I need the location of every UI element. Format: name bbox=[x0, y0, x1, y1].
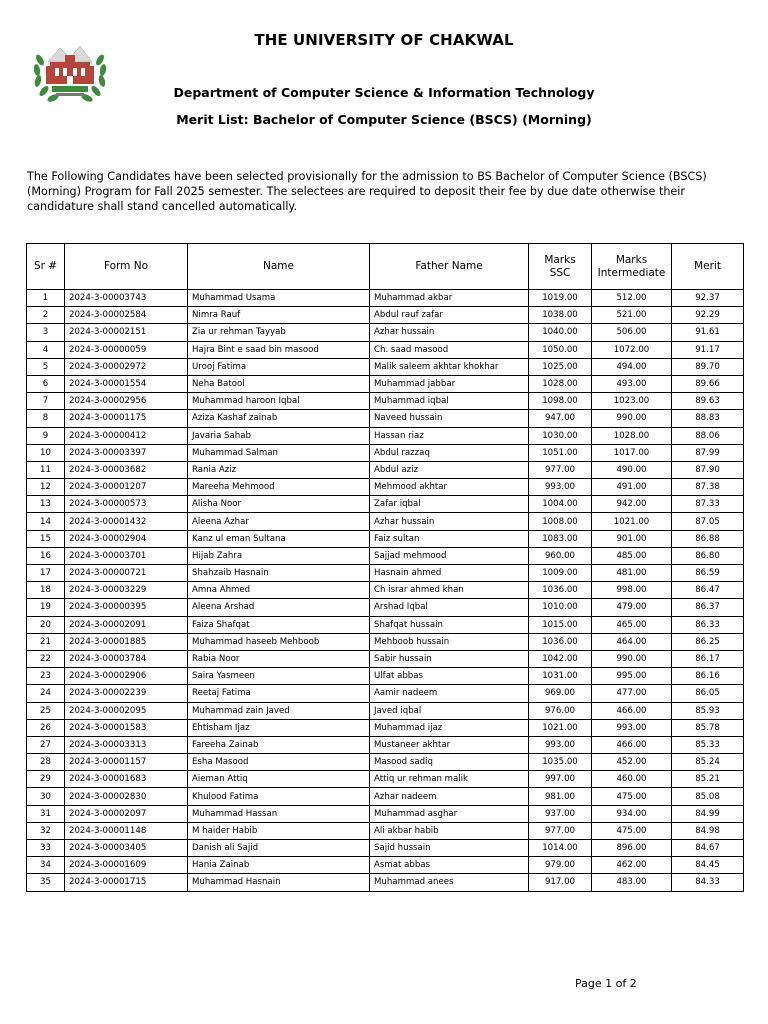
cell-form-no: 2024-3-00003701 bbox=[65, 547, 188, 564]
cell-sr: 5 bbox=[27, 358, 65, 375]
table-row bbox=[27, 341, 744, 358]
cell-father-name: Azhar hussain bbox=[370, 324, 529, 341]
cell-father-name: Asmat abbas bbox=[370, 857, 529, 874]
cell-father-name: Ali akbar habib bbox=[370, 822, 529, 839]
table-row bbox=[27, 702, 744, 719]
cell-sr: 12 bbox=[27, 479, 65, 496]
cell-marks-intermediate: 901.00 bbox=[592, 530, 672, 547]
cell-form-no: 2024-3-00001157 bbox=[65, 754, 188, 771]
cell-marks-ssc: 993.00 bbox=[529, 736, 592, 753]
cell-father-name: Sajjad mehmood bbox=[370, 547, 529, 564]
cell-merit: 84.33 bbox=[672, 874, 744, 891]
table-row bbox=[27, 358, 744, 375]
cell-sr: 2 bbox=[27, 307, 65, 324]
cell-marks-intermediate: 481.00 bbox=[592, 565, 672, 582]
cell-marks-ssc: 1038.00 bbox=[529, 307, 592, 324]
cell-name: Kanz ul eman Sultana bbox=[188, 530, 370, 547]
cell-sr: 17 bbox=[27, 565, 65, 582]
cell-merit: 86.25 bbox=[672, 633, 744, 650]
cell-marks-ssc: 1015.00 bbox=[529, 616, 592, 633]
cell-father-name: Masood sadiq bbox=[370, 754, 529, 771]
table-row bbox=[27, 650, 744, 667]
cell-marks-intermediate: 1072.00 bbox=[592, 341, 672, 358]
cell-form-no: 2024-3-00001715 bbox=[65, 874, 188, 891]
cell-form-no: 2024-3-00001609 bbox=[65, 857, 188, 874]
cell-merit: 85.93 bbox=[672, 702, 744, 719]
cell-merit: 87.33 bbox=[672, 496, 744, 513]
cell-sr: 29 bbox=[27, 771, 65, 788]
cell-sr: 26 bbox=[27, 719, 65, 736]
cell-marks-intermediate: 475.00 bbox=[592, 822, 672, 839]
header-name: Name bbox=[188, 244, 370, 290]
cell-father-name: Mehmood akhtar bbox=[370, 479, 529, 496]
cell-father-name: Sabir hussain bbox=[370, 650, 529, 667]
cell-name: Aziza Kashaf zainab bbox=[188, 410, 370, 427]
cell-sr: 13 bbox=[27, 496, 65, 513]
cell-marks-ssc: 977.00 bbox=[529, 461, 592, 478]
table-row bbox=[27, 668, 744, 685]
cell-marks-ssc: 937.00 bbox=[529, 805, 592, 822]
cell-sr: 6 bbox=[27, 375, 65, 392]
cell-marks-intermediate: 896.00 bbox=[592, 840, 672, 857]
cell-form-no: 2024-3-00003682 bbox=[65, 461, 188, 478]
cell-merit: 87.38 bbox=[672, 479, 744, 496]
cell-marks-intermediate: 493.00 bbox=[592, 375, 672, 392]
cell-father-name: Naveed hussain bbox=[370, 410, 529, 427]
cell-marks-intermediate: 1023.00 bbox=[592, 393, 672, 410]
cell-name: Alisha Noor bbox=[188, 496, 370, 513]
cell-form-no: 2024-3-00000721 bbox=[65, 565, 188, 582]
header-marks-intermediate: Marks Intermediate bbox=[592, 244, 672, 290]
cell-name: Muhammad Hassan bbox=[188, 805, 370, 822]
cell-marks-ssc: 1019.00 bbox=[529, 290, 592, 307]
cell-merit: 86.59 bbox=[672, 565, 744, 582]
cell-marks-ssc: 1040.00 bbox=[529, 324, 592, 341]
cell-merit: 88.83 bbox=[672, 410, 744, 427]
cell-father-name: Shafqat hussain bbox=[370, 616, 529, 633]
table-row bbox=[27, 530, 744, 547]
cell-marks-intermediate: 483.00 bbox=[592, 874, 672, 891]
cell-marks-ssc: 979.00 bbox=[529, 857, 592, 874]
cell-marks-intermediate: 998.00 bbox=[592, 582, 672, 599]
cell-form-no: 2024-3-00001432 bbox=[65, 513, 188, 530]
table-row bbox=[27, 290, 744, 307]
cell-sr: 23 bbox=[27, 668, 65, 685]
cell-name: Faiza Shafqat bbox=[188, 616, 370, 633]
cell-name: Saira Yasmeen bbox=[188, 668, 370, 685]
cell-sr: 34 bbox=[27, 857, 65, 874]
cell-marks-ssc: 977.00 bbox=[529, 822, 592, 839]
cell-marks-intermediate: 452.00 bbox=[592, 754, 672, 771]
cell-sr: 9 bbox=[27, 427, 65, 444]
cell-name: Mareeha Mehmood bbox=[188, 479, 370, 496]
cell-father-name: Azhar hussain bbox=[370, 513, 529, 530]
table-row bbox=[27, 547, 744, 564]
cell-form-no: 2024-3-00002906 bbox=[65, 668, 188, 685]
cell-merit: 84.45 bbox=[672, 857, 744, 874]
table-row bbox=[27, 857, 744, 874]
cell-father-name: Muhammad iqbal bbox=[370, 393, 529, 410]
cell-marks-ssc: 981.00 bbox=[529, 788, 592, 805]
cell-merit: 87.05 bbox=[672, 513, 744, 530]
cell-name: Aleena Azhar bbox=[188, 513, 370, 530]
cell-name: Muhammad haroon Iqbal bbox=[188, 393, 370, 410]
cell-father-name: Muhammad asghar bbox=[370, 805, 529, 822]
cell-marks-ssc: 993.00 bbox=[529, 479, 592, 496]
cell-form-no: 2024-3-00003229 bbox=[65, 582, 188, 599]
cell-father-name: Muhammad akbar bbox=[370, 290, 529, 307]
cell-marks-intermediate: 490.00 bbox=[592, 461, 672, 478]
table-row bbox=[27, 822, 744, 839]
table-row bbox=[27, 461, 744, 478]
cell-merit: 86.80 bbox=[672, 547, 744, 564]
cell-sr: 11 bbox=[27, 461, 65, 478]
cell-merit: 84.98 bbox=[672, 822, 744, 839]
cell-name: Shahzaib Hasnain bbox=[188, 565, 370, 582]
cell-marks-intermediate: 942.00 bbox=[592, 496, 672, 513]
page-number: Page 1 of 2 bbox=[575, 977, 637, 990]
cell-marks-intermediate: 477.00 bbox=[592, 685, 672, 702]
cell-marks-ssc: 1050.00 bbox=[529, 341, 592, 358]
cell-father-name: Mustaneer akhtar bbox=[370, 736, 529, 753]
cell-marks-intermediate: 465.00 bbox=[592, 616, 672, 633]
cell-marks-intermediate: 993.00 bbox=[592, 719, 672, 736]
cell-marks-ssc: 1009.00 bbox=[529, 565, 592, 582]
cell-marks-intermediate: 1017.00 bbox=[592, 444, 672, 461]
table-body bbox=[27, 290, 744, 892]
cell-merit: 85.08 bbox=[672, 788, 744, 805]
cell-father-name: Muhammad jabbar bbox=[370, 375, 529, 392]
cell-form-no: 2024-3-00002904 bbox=[65, 530, 188, 547]
cell-form-no: 2024-3-00001207 bbox=[65, 479, 188, 496]
cell-marks-intermediate: 990.00 bbox=[592, 650, 672, 667]
cell-marks-ssc: 997.00 bbox=[529, 771, 592, 788]
cell-form-no: 2024-3-00001583 bbox=[65, 719, 188, 736]
cell-form-no: 2024-3-00003405 bbox=[65, 840, 188, 857]
table-row bbox=[27, 375, 744, 392]
cell-sr: 24 bbox=[27, 685, 65, 702]
cell-merit: 85.21 bbox=[672, 771, 744, 788]
cell-marks-ssc: 1025.00 bbox=[529, 358, 592, 375]
cell-name: Aleena Arshad bbox=[188, 599, 370, 616]
cell-father-name: Muhammad anees bbox=[370, 874, 529, 891]
merit-table bbox=[26, 243, 744, 892]
cell-name: Amna Ahmed bbox=[188, 582, 370, 599]
cell-marks-ssc: 1042.00 bbox=[529, 650, 592, 667]
cell-father-name: Muhammad ijaz bbox=[370, 719, 529, 736]
cell-form-no: 2024-3-00001885 bbox=[65, 633, 188, 650]
cell-marks-ssc: 1031.00 bbox=[529, 668, 592, 685]
cell-form-no: 2024-3-00002956 bbox=[65, 393, 188, 410]
cell-name: M haider Habib bbox=[188, 822, 370, 839]
cell-merit: 92.29 bbox=[672, 307, 744, 324]
cell-merit: 85.24 bbox=[672, 754, 744, 771]
table-row bbox=[27, 410, 744, 427]
cell-form-no: 2024-3-00002584 bbox=[65, 307, 188, 324]
table-row bbox=[27, 805, 744, 822]
cell-name: Javaria Sahab bbox=[188, 427, 370, 444]
cell-marks-intermediate: 466.00 bbox=[592, 736, 672, 753]
table-row bbox=[27, 685, 744, 702]
cell-sr: 15 bbox=[27, 530, 65, 547]
cell-sr: 7 bbox=[27, 393, 65, 410]
table-row bbox=[27, 427, 744, 444]
header-marks-ssc: Marks SSC bbox=[529, 244, 592, 290]
table-row bbox=[27, 633, 744, 650]
cell-sr: 32 bbox=[27, 822, 65, 839]
cell-form-no: 2024-3-00000573 bbox=[65, 496, 188, 513]
cell-merit: 88.06 bbox=[672, 427, 744, 444]
cell-form-no: 2024-3-00000412 bbox=[65, 427, 188, 444]
table-row bbox=[27, 736, 744, 753]
cell-merit: 84.99 bbox=[672, 805, 744, 822]
table-row bbox=[27, 307, 744, 324]
table-row bbox=[27, 754, 744, 771]
cell-father-name: Abdul rauf zafar bbox=[370, 307, 529, 324]
cell-merit: 86.88 bbox=[672, 530, 744, 547]
cell-merit: 87.99 bbox=[672, 444, 744, 461]
cell-merit: 87.90 bbox=[672, 461, 744, 478]
cell-sr: 31 bbox=[27, 805, 65, 822]
department-title: Department of Computer Science & Information Technology bbox=[173, 85, 595, 100]
table-row bbox=[27, 513, 744, 530]
table-row bbox=[27, 479, 744, 496]
cell-father-name: Ch. saad masood bbox=[370, 341, 529, 358]
cell-form-no: 2024-3-00001683 bbox=[65, 771, 188, 788]
cell-name: Esha Masood bbox=[188, 754, 370, 771]
header-father-name: Father Name bbox=[370, 244, 529, 290]
cell-sr: 20 bbox=[27, 616, 65, 633]
cell-marks-ssc: 1051.00 bbox=[529, 444, 592, 461]
cell-merit: 91.61 bbox=[672, 324, 744, 341]
table-row bbox=[27, 771, 744, 788]
cell-marks-ssc: 1008.00 bbox=[529, 513, 592, 530]
cell-sr: 28 bbox=[27, 754, 65, 771]
header-merit: Merit bbox=[672, 244, 744, 290]
cell-sr: 1 bbox=[27, 290, 65, 307]
cell-merit: 85.78 bbox=[672, 719, 744, 736]
cell-name: Hijab Zahra bbox=[188, 547, 370, 564]
cell-marks-ssc: 917.00 bbox=[529, 874, 592, 891]
cell-marks-ssc: 1098.00 bbox=[529, 393, 592, 410]
cell-sr: 16 bbox=[27, 547, 65, 564]
cell-name: Ehtisham Ijaz bbox=[188, 719, 370, 736]
cell-father-name: Abdul razzaq bbox=[370, 444, 529, 461]
table-row bbox=[27, 840, 744, 857]
cell-sr: 30 bbox=[27, 788, 65, 805]
cell-form-no: 2024-3-00003313 bbox=[65, 736, 188, 753]
table-row bbox=[27, 324, 744, 341]
cell-merit: 86.37 bbox=[672, 599, 744, 616]
cell-father-name: Faiz sultan bbox=[370, 530, 529, 547]
cell-father-name: Aamir nadeem bbox=[370, 685, 529, 702]
cell-marks-intermediate: 464.00 bbox=[592, 633, 672, 650]
cell-marks-ssc: 1036.00 bbox=[529, 582, 592, 599]
cell-father-name: Abdul aziz bbox=[370, 461, 529, 478]
cell-marks-ssc: 947.00 bbox=[529, 410, 592, 427]
cell-marks-intermediate: 462.00 bbox=[592, 857, 672, 874]
cell-name: Neha Batool bbox=[188, 375, 370, 392]
cell-name: Muhammad Usama bbox=[188, 290, 370, 307]
cell-sr: 33 bbox=[27, 840, 65, 857]
cell-form-no: 2024-3-00001148 bbox=[65, 822, 188, 839]
cell-merit: 86.16 bbox=[672, 668, 744, 685]
table-row bbox=[27, 874, 744, 891]
cell-form-no: 2024-3-00000395 bbox=[65, 599, 188, 616]
cell-name: Khulood Fatima bbox=[188, 788, 370, 805]
cell-marks-intermediate: 512.00 bbox=[592, 290, 672, 307]
cell-marks-ssc: 1004.00 bbox=[529, 496, 592, 513]
cell-marks-ssc: 960.00 bbox=[529, 547, 592, 564]
cell-form-no: 2024-3-00002239 bbox=[65, 685, 188, 702]
table-row bbox=[27, 444, 744, 461]
cell-merit: 92.37 bbox=[672, 290, 744, 307]
cell-merit: 89.70 bbox=[672, 358, 744, 375]
cell-merit: 86.47 bbox=[672, 582, 744, 599]
cell-marks-intermediate: 995.00 bbox=[592, 668, 672, 685]
cell-father-name: Zafar iqbal bbox=[370, 496, 529, 513]
table-row bbox=[27, 393, 744, 410]
cell-marks-ssc: 1028.00 bbox=[529, 375, 592, 392]
cell-name: Urooj Fatima bbox=[188, 358, 370, 375]
cell-merit: 84.67 bbox=[672, 840, 744, 857]
cell-sr: 27 bbox=[27, 736, 65, 753]
cell-marks-intermediate: 521.00 bbox=[592, 307, 672, 324]
cell-marks-intermediate: 460.00 bbox=[592, 771, 672, 788]
cell-merit: 85.33 bbox=[672, 736, 744, 753]
cell-name: Reetaj Fatima bbox=[188, 685, 370, 702]
cell-marks-intermediate: 491.00 bbox=[592, 479, 672, 496]
cell-name: Danish ali Sajid bbox=[188, 840, 370, 857]
cell-name: Muhammad zain Javed bbox=[188, 702, 370, 719]
cell-marks-intermediate: 934.00 bbox=[592, 805, 672, 822]
cell-marks-ssc: 976.00 bbox=[529, 702, 592, 719]
cell-merit: 86.33 bbox=[672, 616, 744, 633]
cell-sr: 10 bbox=[27, 444, 65, 461]
cell-marks-intermediate: 990.00 bbox=[592, 410, 672, 427]
cell-sr: 4 bbox=[27, 341, 65, 358]
cell-name: Nimra Rauf bbox=[188, 307, 370, 324]
cell-sr: 35 bbox=[27, 874, 65, 891]
table-row bbox=[27, 616, 744, 633]
cell-father-name: Attiq ur rehman malik bbox=[370, 771, 529, 788]
cell-sr: 19 bbox=[27, 599, 65, 616]
table-row bbox=[27, 599, 744, 616]
cell-form-no: 2024-3-00002091 bbox=[65, 616, 188, 633]
cell-form-no: 2024-3-00003743 bbox=[65, 290, 188, 307]
cell-name: Fareeha Zainab bbox=[188, 736, 370, 753]
cell-name: Rabia Noor bbox=[188, 650, 370, 667]
cell-sr: 18 bbox=[27, 582, 65, 599]
cell-sr: 21 bbox=[27, 633, 65, 650]
cell-father-name: Ulfat abbas bbox=[370, 668, 529, 685]
cell-form-no: 2024-3-00002095 bbox=[65, 702, 188, 719]
cell-father-name: Hassan riaz bbox=[370, 427, 529, 444]
table-header-row bbox=[27, 244, 744, 290]
cell-marks-ssc: 1021.00 bbox=[529, 719, 592, 736]
cell-name: Hania Zainab bbox=[188, 857, 370, 874]
cell-name: Muhammad Hasnain bbox=[188, 874, 370, 891]
cell-father-name: Javed iqbal bbox=[370, 702, 529, 719]
cell-name: Muhammad haseeb Mehboob bbox=[188, 633, 370, 650]
cell-father-name: Ch israr ahmed khan bbox=[370, 582, 529, 599]
cell-name: Hajra Bint e saad bin masood bbox=[188, 341, 370, 358]
cell-father-name: Hasnain ahmed bbox=[370, 565, 529, 582]
cell-merit: 89.63 bbox=[672, 393, 744, 410]
table-row bbox=[27, 788, 744, 805]
cell-merit: 86.17 bbox=[672, 650, 744, 667]
header-form-no: Form No bbox=[65, 244, 188, 290]
merit-list-title: Merit List: Bachelor of Computer Science (BSCS) (Morning) bbox=[176, 112, 592, 127]
cell-marks-ssc: 1036.00 bbox=[529, 633, 592, 650]
cell-father-name: Sajid hussain bbox=[370, 840, 529, 857]
cell-merit: 86.05 bbox=[672, 685, 744, 702]
cell-marks-ssc: 1030.00 bbox=[529, 427, 592, 444]
cell-marks-ssc: 1083.00 bbox=[529, 530, 592, 547]
cell-form-no: 2024-3-00002151 bbox=[65, 324, 188, 341]
cell-father-name: Arshad Iqbal bbox=[370, 599, 529, 616]
cell-marks-ssc: 1014.00 bbox=[529, 840, 592, 857]
cell-marks-ssc: 1010.00 bbox=[529, 599, 592, 616]
cell-father-name: Mehboob hussain bbox=[370, 633, 529, 650]
table-row bbox=[27, 565, 744, 582]
university-title: THE UNIVERSITY OF CHAKWAL bbox=[254, 31, 514, 49]
cell-merit: 89.66 bbox=[672, 375, 744, 392]
table-row bbox=[27, 496, 744, 513]
cell-name: Rania Aziz bbox=[188, 461, 370, 478]
intro-paragraph: The Following Candidates have been selected provisionally for the admission to BS Bachelor of Computer Science (BSCS) (Morning) Program for Fall 2025 semester. The selectees are required to deposit their fee by due date otherwise their candidature shall stand cancelled automatically. bbox=[27, 170, 707, 213]
cell-form-no: 2024-3-00002097 bbox=[65, 805, 188, 822]
table-row bbox=[27, 582, 744, 599]
cell-marks-intermediate: 466.00 bbox=[592, 702, 672, 719]
cell-sr: 22 bbox=[27, 650, 65, 667]
cell-form-no: 2024-3-00001554 bbox=[65, 375, 188, 392]
cell-marks-intermediate: 479.00 bbox=[592, 599, 672, 616]
cell-marks-intermediate: 485.00 bbox=[592, 547, 672, 564]
cell-form-no: 2024-3-00003784 bbox=[65, 650, 188, 667]
cell-marks-ssc: 969.00 bbox=[529, 685, 592, 702]
cell-name: Aieman Attiq bbox=[188, 771, 370, 788]
cell-father-name: Azhar nadeem bbox=[370, 788, 529, 805]
cell-form-no: 2024-3-00003397 bbox=[65, 444, 188, 461]
cell-marks-intermediate: 1028.00 bbox=[592, 427, 672, 444]
cell-form-no: 2024-3-00000059 bbox=[65, 341, 188, 358]
cell-marks-intermediate: 1021.00 bbox=[592, 513, 672, 530]
header-sr: Sr # bbox=[27, 244, 65, 290]
cell-form-no: 2024-3-00002830 bbox=[65, 788, 188, 805]
cell-marks-intermediate: 475.00 bbox=[592, 788, 672, 805]
cell-marks-intermediate: 506.00 bbox=[592, 324, 672, 341]
cell-father-name: Malik saleem akhtar khokhar bbox=[370, 358, 529, 375]
cell-sr: 3 bbox=[27, 324, 65, 341]
cell-name: Muhammad Salman bbox=[188, 444, 370, 461]
cell-sr: 25 bbox=[27, 702, 65, 719]
table-row bbox=[27, 719, 744, 736]
cell-form-no: 2024-3-00001175 bbox=[65, 410, 188, 427]
cell-marks-intermediate: 494.00 bbox=[592, 358, 672, 375]
cell-sr: 8 bbox=[27, 410, 65, 427]
cell-marks-ssc: 1035.00 bbox=[529, 754, 592, 771]
cell-sr: 14 bbox=[27, 513, 65, 530]
cell-name: Zia ur rehman Tayyab bbox=[188, 324, 370, 341]
cell-form-no: 2024-3-00002972 bbox=[65, 358, 188, 375]
cell-merit: 91.17 bbox=[672, 341, 744, 358]
